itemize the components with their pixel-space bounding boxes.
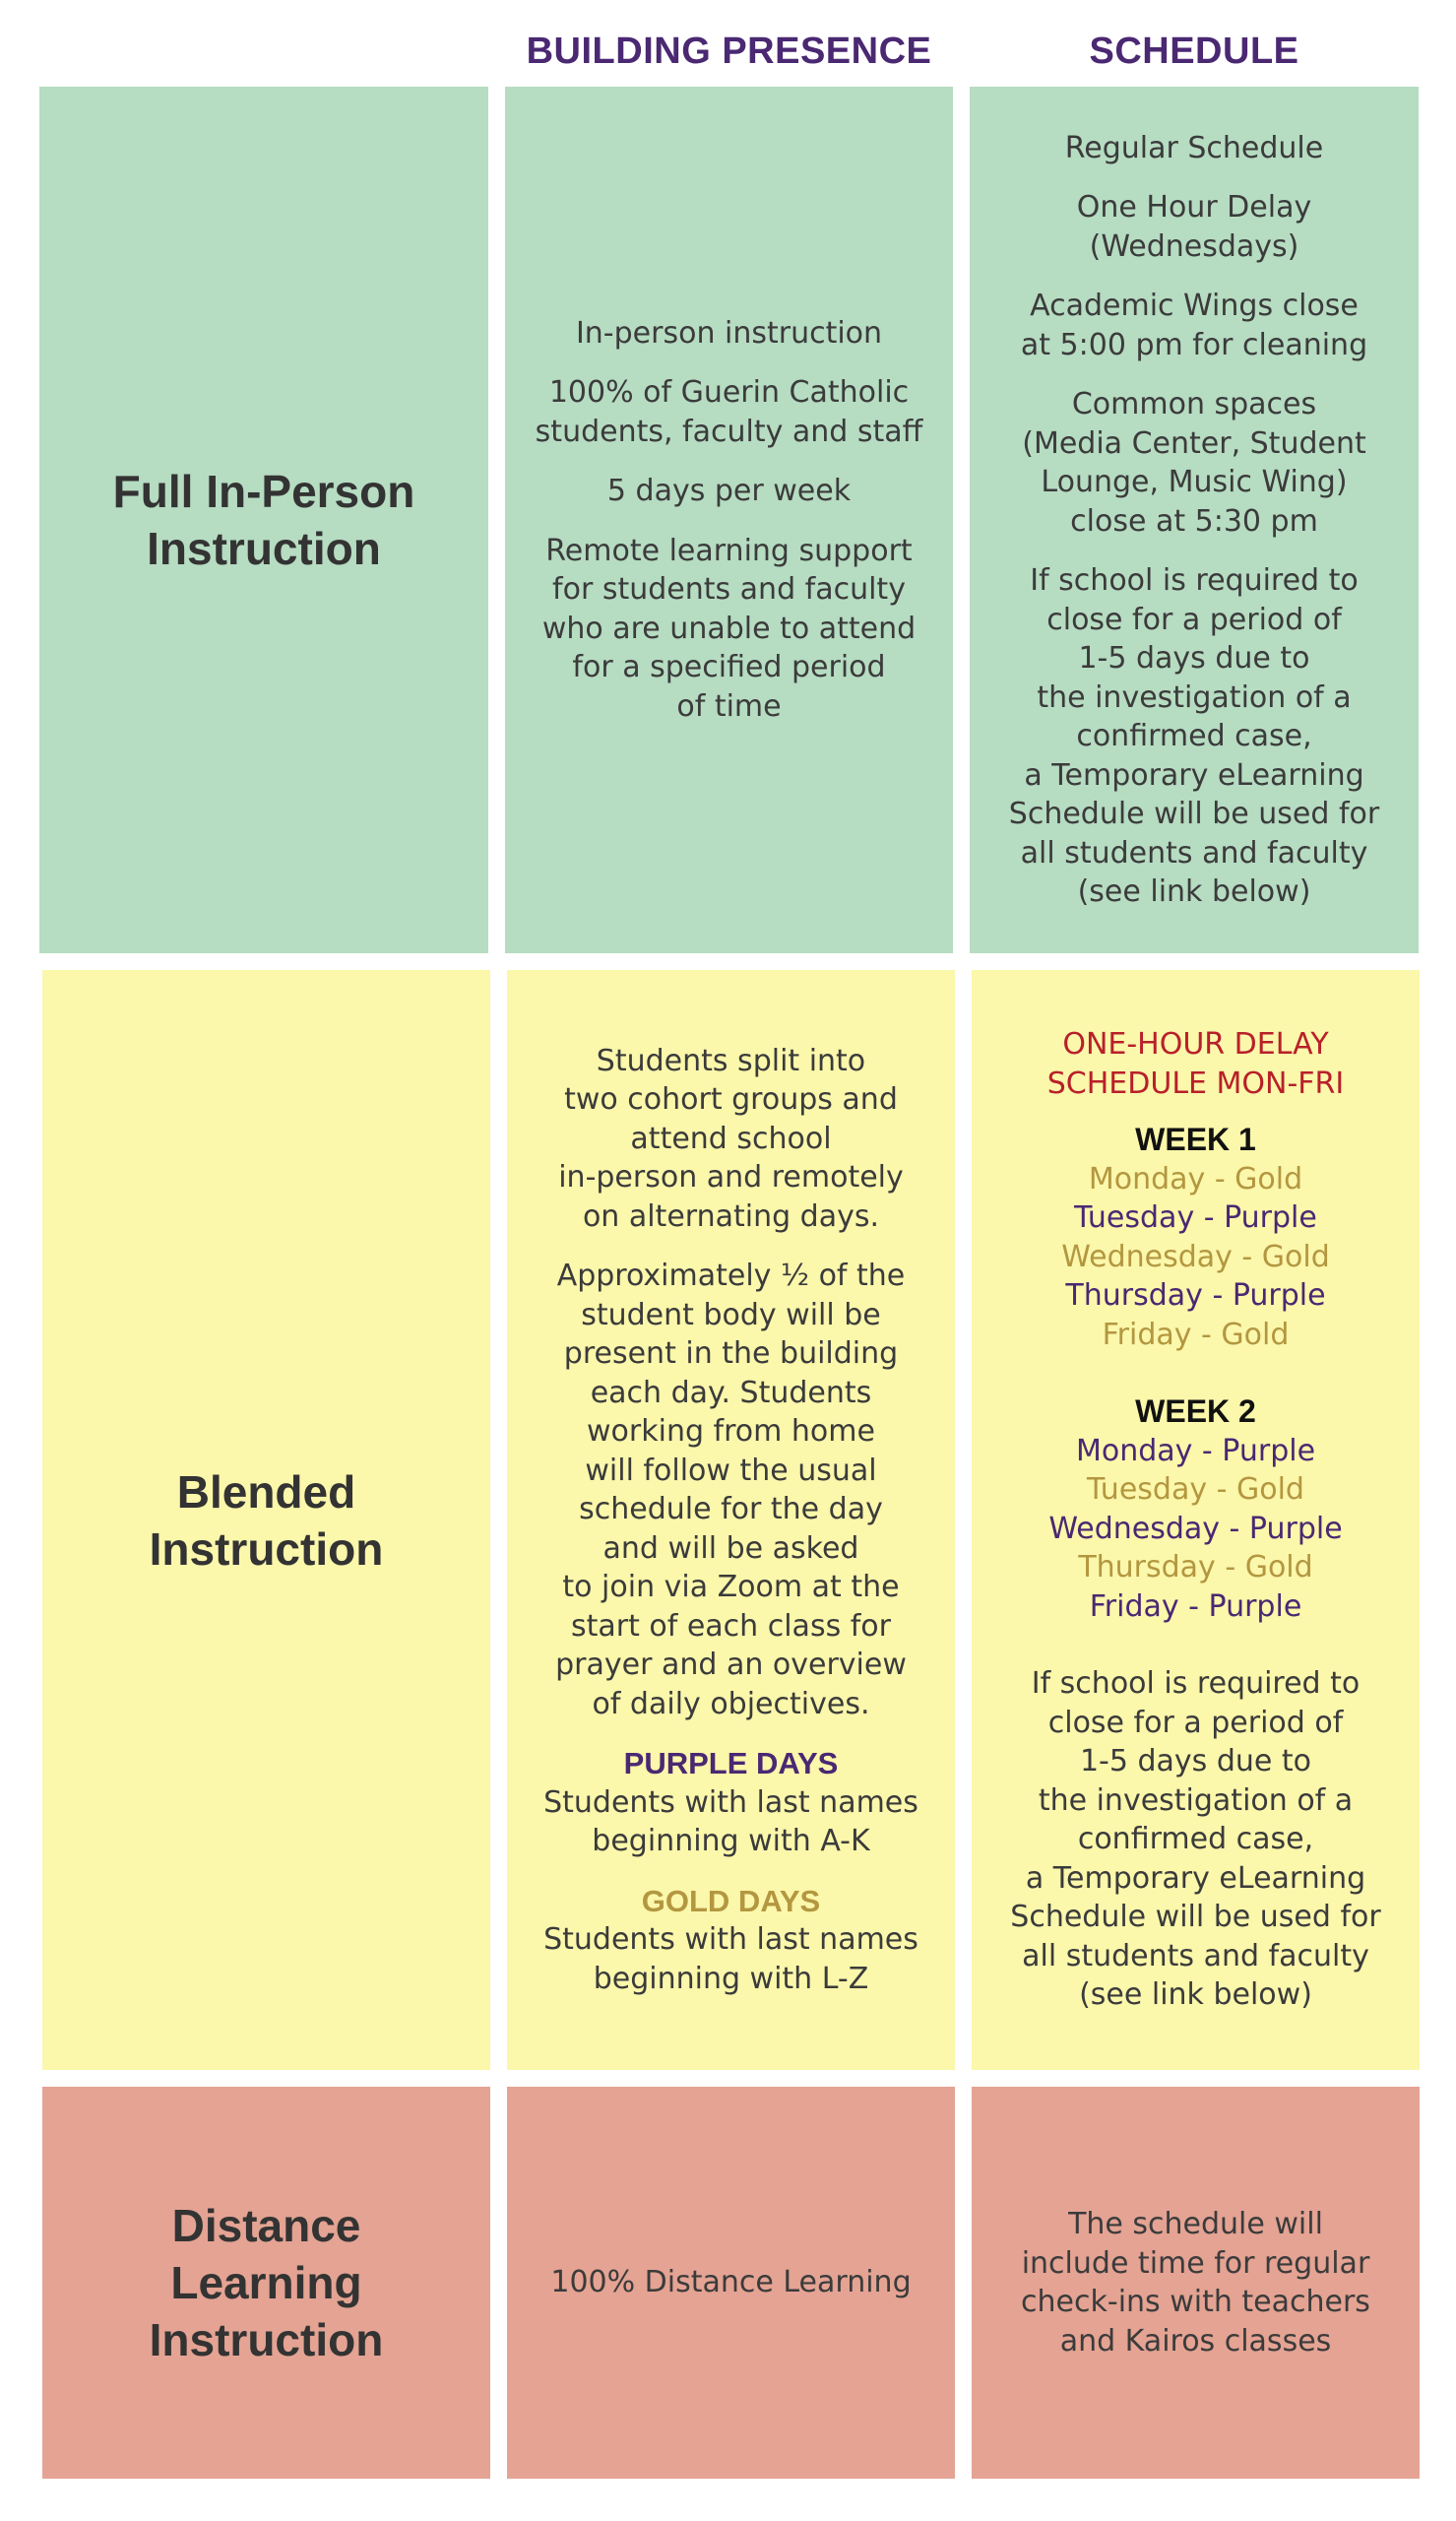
day-entry: Friday - Purple bbox=[1089, 1588, 1302, 1624]
week-1-label: WEEK 1 bbox=[1135, 1122, 1256, 1158]
presence-item: Remote learning support for students and faculty who are unable to attend for a specified period of time bbox=[541, 533, 917, 724]
schedule-item: If school is required to close for a period of 1-5 days due to the investigation of a confirmed case, a Temporary eLearning Schedule will be used for all students and faculty (see link below) bbox=[1008, 563, 1380, 909]
day-entry: Wednesday - Purple bbox=[1048, 1511, 1343, 1546]
presence-paragraph: Approximately ½ of the student body will be present in the building each day. Students working from home will follow the usual schedule for the day and will be asked to join via Zoom at the start of each class for prayer and an overview of daily objectives. bbox=[555, 1259, 907, 1721]
blended-presence-cell bbox=[507, 970, 955, 2070]
gold-days-text: Students with last names beginning with L-Z bbox=[543, 1922, 918, 1996]
day-entry: Friday - Gold bbox=[1102, 1317, 1290, 1352]
distance-presence-cell bbox=[507, 2087, 955, 2479]
closure-note: If school is required to close for a period of 1-5 days due to the investigation of a confirmed case, a Temporary eLearning Schedule will be used for all students and faculty (see link below) bbox=[1010, 1666, 1381, 2013]
distance-title: Distance Learning Instruction bbox=[149, 2200, 384, 2365]
presence-item: 5 days per week bbox=[606, 474, 852, 509]
week-2-label: WEEK 2 bbox=[1135, 1393, 1256, 1430]
gold-days-label: GOLD DAYS bbox=[641, 1883, 821, 1918]
presence-item: In-person instruction bbox=[575, 315, 883, 351]
day-entry: Thursday - Purple bbox=[1065, 1278, 1326, 1314]
day-entry: Thursday - Gold bbox=[1078, 1550, 1313, 1585]
day-entry: Wednesday - Gold bbox=[1061, 1239, 1330, 1274]
presence-item: 100% of Guerin Catholic students, faculty and staff bbox=[535, 375, 923, 449]
delay-heading: ONE-HOUR DELAY SCHEDULE MON-FRI bbox=[1046, 1027, 1345, 1101]
presence-item: 100% Distance Learning bbox=[550, 2265, 912, 2300]
schedule-item: Regular Schedule bbox=[1064, 130, 1324, 165]
header-building-presence: BUILDING PRESENCE bbox=[526, 30, 932, 72]
day-entry: Tuesday - Purple bbox=[1074, 1200, 1317, 1236]
schedule-item: Common spaces (Media Center, Student Lounge, Music Wing) close at 5:30 pm bbox=[1022, 387, 1366, 539]
row-blended-title-cell bbox=[42, 970, 490, 2070]
purple-days-text: Students with last names beginning with A-K bbox=[543, 1784, 918, 1859]
full-in-person-presence-cell bbox=[505, 87, 953, 953]
schedule-item: One Hour Delay (Wednesdays) bbox=[1076, 190, 1312, 264]
presence-paragraph: Students split into two cohort groups and attend school in-person and remotely on alternating days. bbox=[558, 1043, 904, 1234]
distance-schedule-cell bbox=[972, 2087, 1420, 2479]
row-distance-title-cell bbox=[42, 2087, 490, 2479]
schedule-item: Academic Wings close at 5:00 pm for cleaning bbox=[1020, 289, 1368, 362]
full-in-person-schedule-cell bbox=[970, 87, 1419, 953]
blended-schedule-cell bbox=[972, 970, 1420, 2070]
day-entry: Tuesday - Gold bbox=[1087, 1472, 1304, 1508]
schedule-item: The schedule will include time for regular check-ins with teachers and Kairos classes bbox=[1021, 2207, 1370, 2359]
row-full-in-person-title-cell bbox=[39, 87, 488, 953]
full-in-person-title: Full In-Person Instruction bbox=[112, 466, 415, 574]
header-schedule: SCHEDULE bbox=[1089, 30, 1299, 72]
blended-title: Blended Instruction bbox=[149, 1465, 384, 1575]
day-entry: Monday - Purple bbox=[1075, 1433, 1316, 1468]
day-entry: Monday - Gold bbox=[1088, 1161, 1303, 1196]
purple-days-label: PURPLE DAYS bbox=[623, 1746, 839, 1781]
